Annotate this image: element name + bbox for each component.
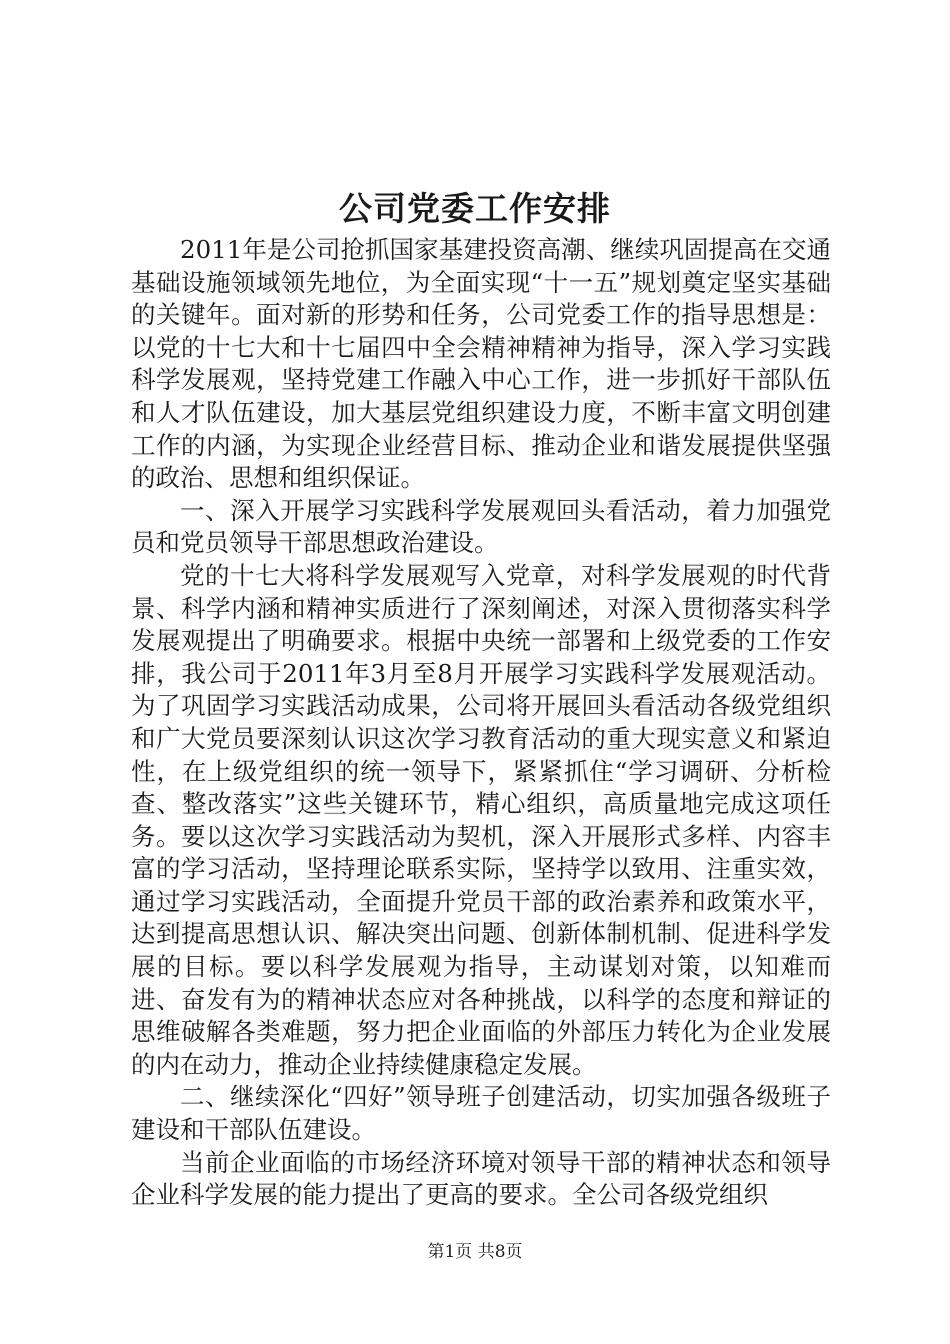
- paragraph-intro: 2011年是公司抢抓国家基建投资高潮、继续巩固提高在交通基础设施领域领先地位，为全面实现“十一五”规划奠定坚实基础的关键年。面对新的形势和任务，公司党委工作的指导思想是：以党的十七大和十七届四中全会精神精神为指导，深入学习实践科学发展观，坚持党建工作融入中心工作，进一步抓好干部队伍和人才队伍建设，加大基层党组织建设力度，不断丰富文明创建工作的内涵，为实现企业经营目标、推动企业和谐发展提供坚强的政治、思想和组织保证。: [131, 235, 831, 493]
- document-body: [131, 234, 831, 1212]
- section-heading-2: 二、继续深化“四好”领导班子创建活动，切实加强各级班子建设和干部队伍建设。: [131, 1082, 831, 1145]
- paragraph-section-1: 党的十七大将科学发展观写入党章，对科学发展观的时代背景、科学内涵和精神实质进行了深刻阐述，对深入贯彻落实科学发展观提出了明确要求。根据中央统一部署和上级党委的工作安排，我公司于2011年3月至8月开展学习实践科学发展观活动。为了巩固学习实践活动成果，公司将开展回头看活动各级党组织和广大党员要深刻认识这次学习教育活动的重大现实意义和紧迫性，在上级党组织的统一领导下，紧紧抓住“学习调研、分析检查、整改落实”这些关键环节，精心组织，高质量地完成这项任务。要以这次学习实践活动为契机，深入开展形式多样、内容丰富的学习活动，坚持理论联系实际，坚持学以致用、注重实效，通过学习实践活动，全面提升党员干部的政治素养和政策水平，达到提高思想认识、解决突出问题、创新体制机制、促进科学发展的目标。要以科学发展观为指导，主动谋划对策，以知难而进、奋发有为的精神状态应对各种挑战，以科学的态度和辩证的思维破解各类难题，努力把企业面临的外部压力转化为企业发展的内在动力，推动企业持续健康稳定发展。: [131, 560, 831, 1079]
- paragraph-section-2: 当前企业面临的市场经济环境对领导干部的精神状态和领导企业科学发展的能力提出了更高的要求。全公司各级党组织: [131, 1147, 831, 1210]
- page-number-footer: 第1页 共8页: [427, 1242, 523, 1262]
- section-heading-1: 一、深入开展学习实践科学发展观回头看活动，着力加强党员和党员领导干部思想政治建设。: [131, 495, 831, 558]
- document-title: 公司党委工作安排: [339, 189, 611, 228]
